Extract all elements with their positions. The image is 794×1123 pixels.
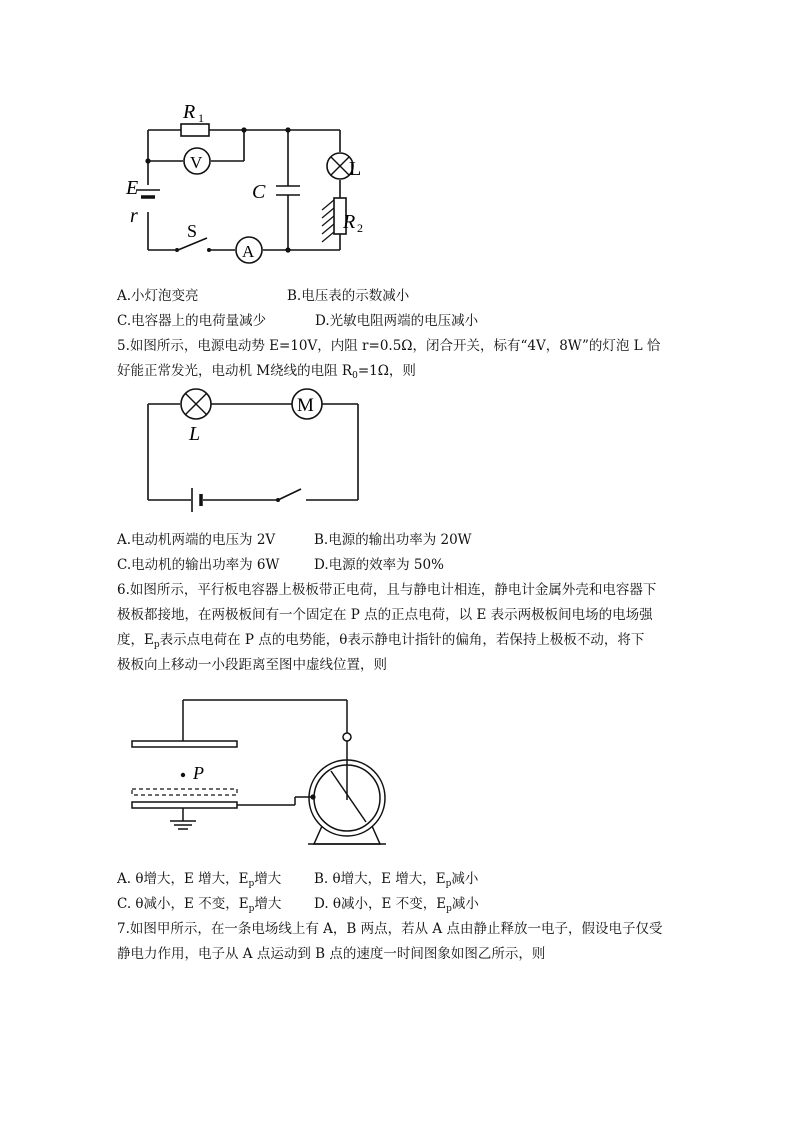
q6-stem-line-4: 极板向上移动一小段距离至图中虚线位置，则 xyxy=(117,657,387,673)
q5-option-a: A.电动机两端的电压为 2V xyxy=(117,532,276,548)
label-l: L xyxy=(349,158,362,180)
label-c: C xyxy=(252,181,266,203)
label-e: E xyxy=(126,177,139,199)
label-r2-sub: 2 xyxy=(357,221,363,235)
q6-stem-line-1: 6.如图所示，平行板电容器上极板带正电荷，且与静电计相连，静电计金属外壳和电容器下 xyxy=(117,582,657,598)
q5-stem-line-2: 好能正常发光，电动机 M绕线的电阻 $R_0=1\Omega$，则 xyxy=(117,363,416,381)
q5-option-b: B.电源的输出功率为 20W xyxy=(314,532,472,548)
label-r: r xyxy=(130,205,138,227)
label-a: A xyxy=(242,242,255,261)
upper-plate xyxy=(132,741,237,747)
label-s: S xyxy=(187,221,198,241)
q7-stem-line-2: 静电力作用，电子从 A 点运动到 B 点的速度一时间图象如图乙所示，则 xyxy=(117,946,546,962)
q4-option-d: D.光敏电阻两端的电压减小 xyxy=(315,313,479,329)
q4-option-c: C.电容器上的电荷量减少 xyxy=(117,313,267,329)
q6-option-d: D. θ减小，E 不变，$E_p$减小 xyxy=(314,896,479,914)
label-l-q5: L xyxy=(189,423,201,445)
label-m: M xyxy=(297,395,314,416)
lower-plate xyxy=(132,802,237,808)
dashed-plate-position xyxy=(132,789,237,795)
label-v: V xyxy=(190,153,203,172)
label-r2: R xyxy=(343,211,356,233)
electrometer-needle xyxy=(331,771,366,822)
q6-option-a: A. θ增大，E 增大，$E_p$增大 xyxy=(117,871,282,889)
q5-option-d: D.电源的效率为 50% xyxy=(314,557,444,573)
q4-option-b: B.电压表的示数减小 xyxy=(287,288,410,304)
q5-stem-line-1: 5.如图所示，电源电动势 E=10V，内阻 r=0.5Ω，闭合开关，标有“4V，8W”的灯泡 L 恰 xyxy=(117,338,661,354)
q7-stem-line-1: 7.如图甲所示，在一条电场线上有 A，B 两点，若从 A 点由静止释放一电子，假设电子仅受 xyxy=(117,921,663,937)
label-r1-sub: 1 xyxy=(198,111,204,125)
point-charge-p xyxy=(181,773,185,777)
q4-option-a: A.小灯泡变亮 xyxy=(117,288,199,304)
q6-option-c: C. θ减小，E 不变，$E_p$增大 xyxy=(117,896,282,914)
q6-option-b: B. θ增大，E 增大，$E_p$减小 xyxy=(314,871,479,889)
label-p: P xyxy=(193,763,204,783)
q6-stem-line-3: 度，$E_p$表示点电荷在 P 点的电势能，θ表示静电计指针的偏角，若保持上极板不动，将下 xyxy=(117,632,645,650)
label-r1: R xyxy=(183,101,196,123)
q5-option-c: C.电动机的输出功率为 6W xyxy=(117,557,280,573)
q6-stem-line-2: 极板都接地，在两极板间有一个固定在 P 点的正点电荷，以 E 表示两极板间电场的电场强 xyxy=(117,607,653,623)
